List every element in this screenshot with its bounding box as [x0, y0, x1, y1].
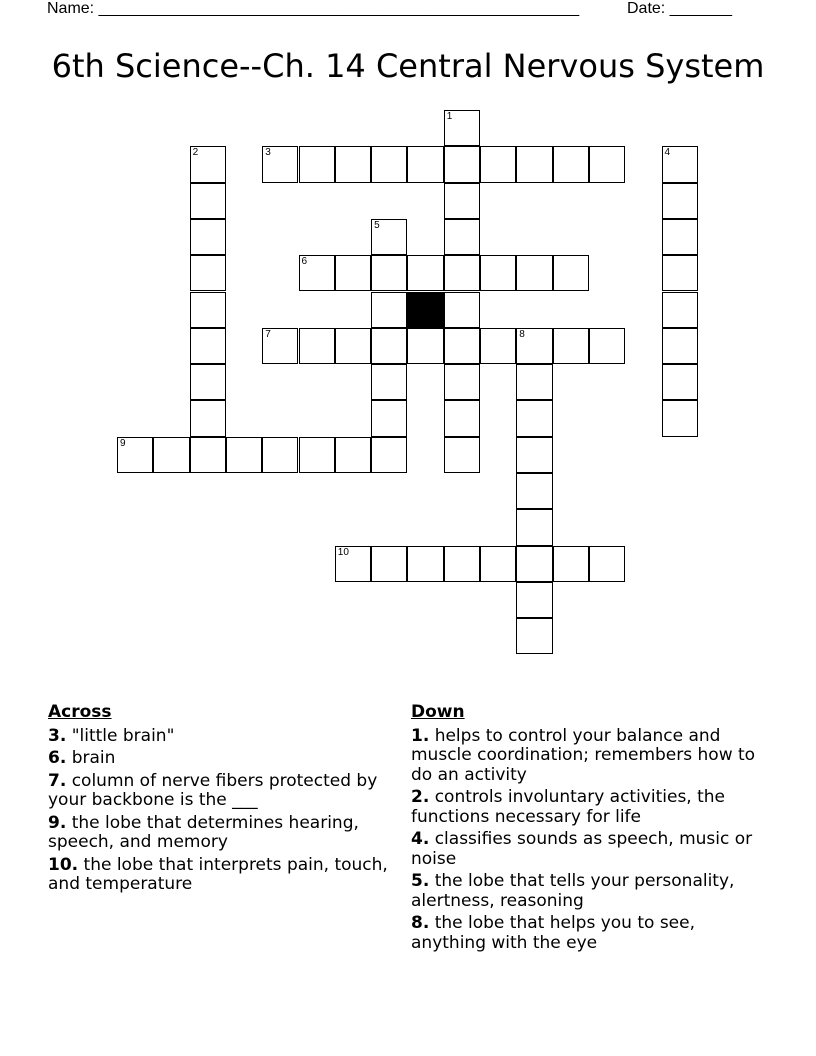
grid-cell[interactable] [516, 473, 552, 509]
grid-cell[interactable] [262, 437, 298, 473]
grid-cell[interactable] [226, 437, 262, 473]
grid-cell[interactable] [444, 219, 480, 255]
grid-cell[interactable] [262, 146, 298, 182]
grid-cell[interactable] [516, 255, 552, 291]
grid-cell[interactable] [444, 110, 480, 146]
across-clues [48, 703, 388, 898]
grid-cell[interactable] [371, 546, 407, 582]
down-clues [411, 703, 761, 956]
grid-cell[interactable] [516, 146, 552, 182]
grid-cell[interactable] [299, 146, 335, 182]
grid-cell[interactable] [589, 328, 625, 364]
clue-number: 1. [411, 725, 430, 746]
grid-cell[interactable] [516, 509, 552, 545]
clue-number: 6. [48, 748, 67, 768]
cell-number: 7 [265, 328, 271, 340]
grid-cell[interactable] [190, 292, 226, 328]
clue-across-9 [48, 814, 388, 853]
grid-cell[interactable] [516, 437, 552, 473]
grid-cell[interactable] [190, 364, 226, 400]
cell-number: 2 [192, 147, 199, 159]
grid-cell[interactable] [262, 328, 298, 364]
grid-cell[interactable] [407, 146, 443, 182]
clue-down-1 [411, 727, 761, 786]
cell-number: 4 [664, 147, 671, 159]
grid-cell[interactable] [371, 219, 407, 255]
grid-cell[interactable] [480, 255, 516, 291]
grid-cell[interactable] [299, 328, 335, 364]
clue-text: "little brain" [71, 725, 175, 746]
across-heading: Across [48, 702, 112, 722]
clue-text: controls involuntary activities, the functions necessary for life [411, 787, 726, 827]
clue-text: column of nerve fibers protected by your backbone is the ___ [48, 770, 378, 810]
clue-down-2 [411, 788, 761, 827]
clue-number: 8. [411, 913, 430, 933]
grid-cell[interactable] [444, 546, 480, 582]
grid-cell[interactable] [589, 146, 625, 182]
grid-cell[interactable] [335, 546, 371, 582]
grid-cell[interactable] [190, 183, 226, 219]
grid-cell[interactable] [553, 255, 589, 291]
grid-cell[interactable] [371, 292, 407, 328]
grid-cell[interactable] [444, 183, 480, 219]
grid-black-cell [407, 292, 443, 328]
grid-cell[interactable] [480, 328, 516, 364]
grid-cell[interactable] [407, 546, 443, 582]
clue-text: helps to control your balance and muscle coordination; remembers how to do an activity [411, 725, 756, 785]
grid-cell[interactable] [444, 328, 480, 364]
grid-cell[interactable] [480, 546, 516, 582]
cell-number: 1 [446, 111, 453, 122]
grid-cell[interactable] [299, 255, 335, 291]
grid-cell[interactable] [444, 255, 480, 291]
cell-number: 9 [120, 437, 126, 449]
clue-number: 9. [48, 812, 67, 833]
grid-cell[interactable] [516, 546, 552, 582]
clue-text: brain [71, 748, 116, 768]
clue-across-7 [48, 772, 388, 811]
clue-number: 3. [48, 725, 67, 746]
cell-number: 8 [519, 328, 525, 340]
crossword-grid [117, 110, 671, 656]
grid-cell[interactable] [444, 437, 480, 473]
grid-cell[interactable] [190, 400, 226, 436]
grid-cell[interactable] [444, 400, 480, 436]
clue-down-8 [411, 914, 761, 953]
grid-cell[interactable] [662, 292, 698, 328]
page-title: 6th Science--Ch. 14 Central Nervous System [51, 47, 765, 85]
grid-cell[interactable] [335, 255, 371, 291]
grid-cell[interactable] [662, 328, 698, 364]
clue-text: classifies sounds as speech, music or noise [411, 829, 753, 869]
grid-cell[interactable] [371, 255, 407, 291]
clue-across-6 [48, 749, 388, 769]
grid-cell[interactable] [299, 437, 335, 473]
clue-text: the lobe that tells your personality, alertness, reasoning [411, 871, 735, 911]
grid-cell[interactable] [516, 618, 552, 654]
grid-cell[interactable] [190, 219, 226, 255]
grid-cell[interactable] [335, 328, 371, 364]
grid-cell[interactable] [371, 364, 407, 400]
grid-cell[interactable] [407, 255, 443, 291]
grid-cell[interactable] [516, 328, 552, 364]
clue-number: 7. [48, 770, 67, 791]
grid-cell[interactable] [553, 546, 589, 582]
grid-cell[interactable] [371, 437, 407, 473]
clue-across-10 [48, 856, 388, 895]
grid-cell[interactable] [444, 292, 480, 328]
cell-number: 3 [265, 147, 271, 159]
grid-cell[interactable] [662, 255, 698, 291]
down-heading: Down [411, 702, 465, 722]
clue-across-3 [48, 727, 388, 747]
grid-cell[interactable] [117, 437, 153, 473]
grid-cell[interactable] [407, 328, 443, 364]
grid-cell[interactable] [662, 364, 698, 400]
grid-cell[interactable] [662, 183, 698, 219]
grid-cell[interactable] [553, 146, 589, 182]
grid-cell[interactable] [444, 146, 480, 182]
cell-number: 6 [301, 256, 308, 268]
grid-cell[interactable] [480, 146, 516, 182]
grid-cell[interactable] [335, 437, 371, 473]
grid-cell[interactable] [553, 328, 589, 364]
grid-cell[interactable] [190, 255, 226, 291]
grid-cell[interactable] [335, 146, 371, 182]
header-fields [47, 0, 747, 20]
clue-number: 2. [411, 787, 430, 807]
date-field[interactable]: Date: _______ [627, 0, 732, 17]
grid-cell[interactable] [516, 582, 552, 618]
clue-text: the lobe that interprets pain, touch, and temperature [48, 854, 388, 894]
grid-cell[interactable] [662, 146, 698, 182]
grid-cell[interactable] [444, 364, 480, 400]
grid-cell[interactable] [371, 146, 407, 182]
grid-cell[interactable] [662, 400, 698, 436]
grid-cell[interactable] [662, 219, 698, 255]
grid-cell[interactable] [190, 328, 226, 364]
clue-number: 5. [411, 871, 430, 891]
clue-number: 4. [411, 829, 430, 849]
clue-down-4 [411, 830, 761, 869]
grid-cell[interactable] [371, 400, 407, 436]
grid-cell[interactable] [516, 364, 552, 400]
name-field[interactable]: Name: ______________________________________________________ [47, 0, 580, 17]
clue-text: the lobe that helps you to see, anything with the eye [411, 913, 696, 953]
clue-text: the lobe that determines hearing, speech, and memory [48, 812, 359, 852]
grid-cell[interactable] [371, 328, 407, 364]
clue-number: 10. [48, 854, 79, 875]
grid-cell[interactable] [589, 546, 625, 582]
grid-cell[interactable] [153, 437, 189, 473]
cell-number: 5 [374, 219, 380, 231]
grid-cell[interactable] [190, 146, 226, 182]
clue-down-5 [411, 872, 761, 911]
grid-cell[interactable] [516, 400, 552, 436]
cell-number: 10 [337, 546, 349, 558]
grid-cell[interactable] [190, 437, 226, 473]
